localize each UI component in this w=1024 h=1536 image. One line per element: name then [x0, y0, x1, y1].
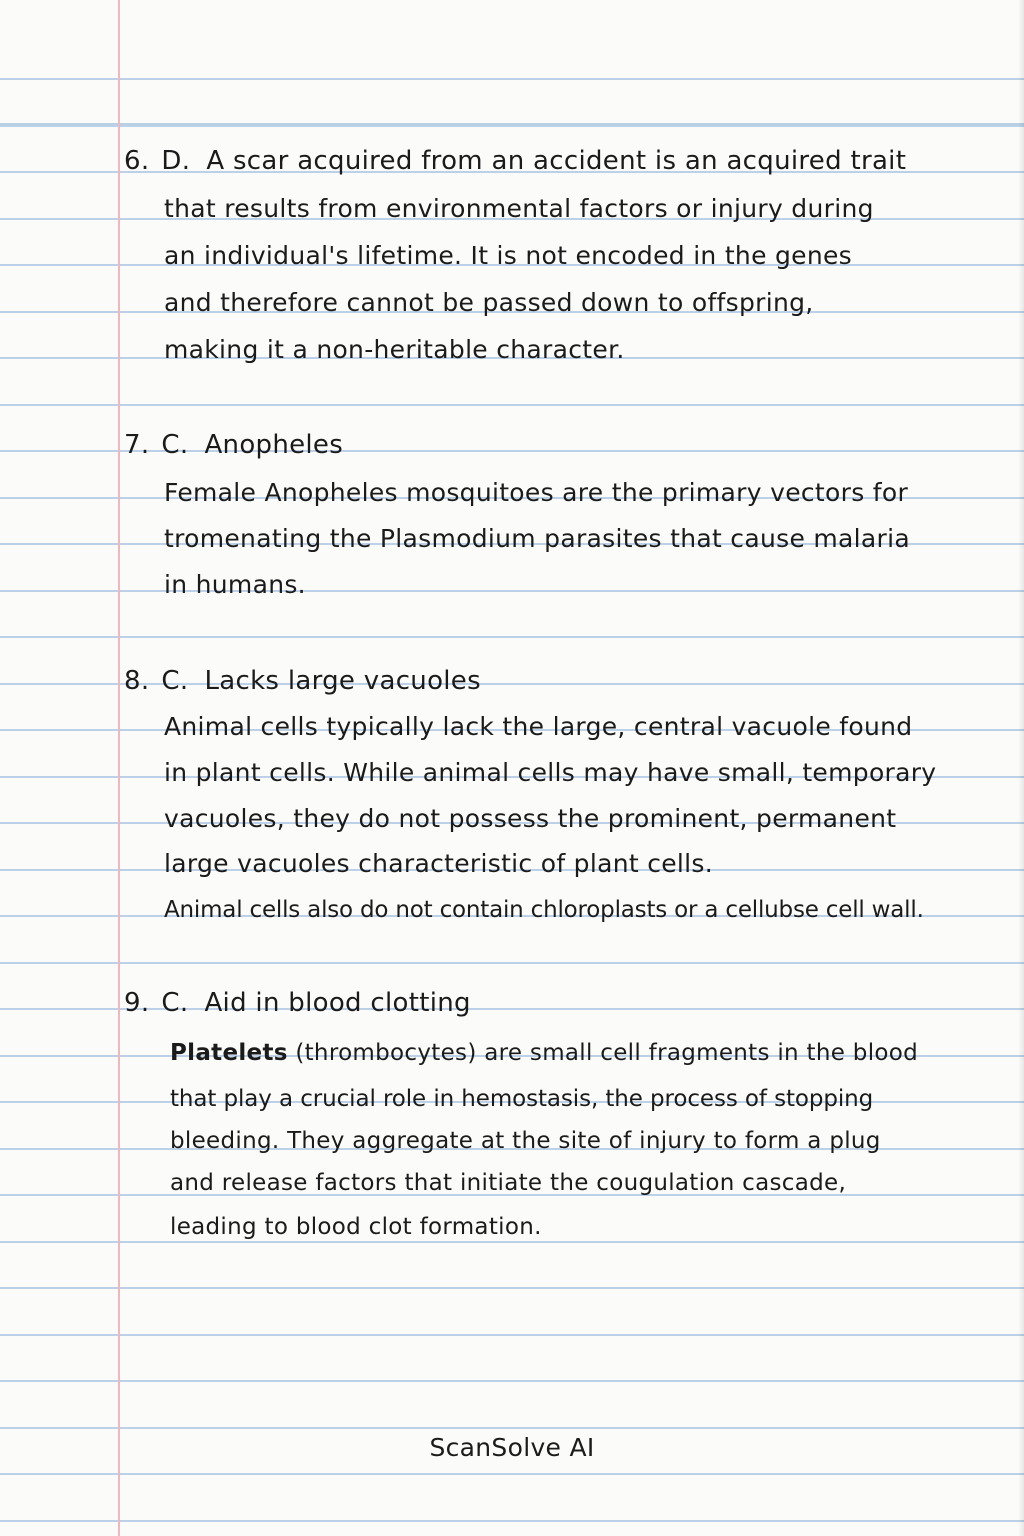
answer-letter: C.: [161, 988, 189, 1018]
answer-text-line: that results from environmental factors or injury during: [164, 194, 874, 223]
answer-text-line: Animal cells typically lack the large, central vacuole found: [164, 712, 913, 741]
answer-number: 9.: [124, 988, 150, 1018]
answer-text-line: in humans.: [164, 570, 306, 599]
footer-brand: ScanSolve AI: [429, 1433, 595, 1462]
answer-title: Aid in blood clotting: [204, 988, 471, 1018]
answer-7-heading: [124, 430, 343, 460]
answer-text-line: large vacuoles characteristic of plant cells.: [164, 849, 713, 878]
answer-text-line: and release factors that initiate the cougulation cascade,: [170, 1170, 847, 1196]
answer-letter: D.: [161, 146, 191, 176]
answer-letter: C.: [161, 430, 189, 460]
answer-text-line: an individual's lifetime. It is not encoded in the genes: [164, 241, 853, 270]
answer-text-line: bleeding. They aggregate at the site of injury to form a plug: [170, 1128, 881, 1154]
bold-term: Platelets: [170, 1040, 288, 1066]
answer-text-line: Animal cells also do not contain chloroplasts or a cellubse cell wall.: [164, 897, 924, 923]
answer-8-heading: [124, 666, 481, 696]
answer-text-line: A scar acquired from an accident is an acquired trait: [206, 146, 907, 176]
answer-text-line: Female Anopheles mosquitoes are the primary vectors for: [164, 478, 909, 507]
answer-text-line: [170, 1038, 918, 1068]
answer-text-line: in plant cells. While animal cells may have small, temporary: [164, 758, 937, 787]
answer-title: Lacks large vacuoles: [204, 666, 481, 696]
answer-letter: C.: [161, 666, 189, 696]
answer-number: 7.: [124, 430, 150, 460]
answer-text-line: making it a non-heritable character.: [164, 335, 625, 364]
answer-text-line: and therefore cannot be passed down to offspring,: [164, 288, 814, 317]
answer-9-heading: [124, 988, 471, 1018]
answer-text-fragment: (thrombocytes) are small cell fragments in the blood: [287, 1040, 919, 1066]
answer-text-line: vacuoles, they do not possess the prominent, permanent: [164, 804, 897, 833]
answer-number: 6.: [124, 146, 150, 176]
answer-text-line: leading to blood clot formation.: [170, 1214, 542, 1240]
answer-text-line: that play a crucial role in hemostasis, the process of stopping: [170, 1086, 874, 1112]
answer-6-heading: [124, 146, 906, 176]
answer-number: 8.: [124, 666, 150, 696]
answer-title: Anopheles: [204, 430, 344, 460]
answer-text-line: tromenating the Plasmodium parasites that cause malaria: [164, 524, 910, 553]
